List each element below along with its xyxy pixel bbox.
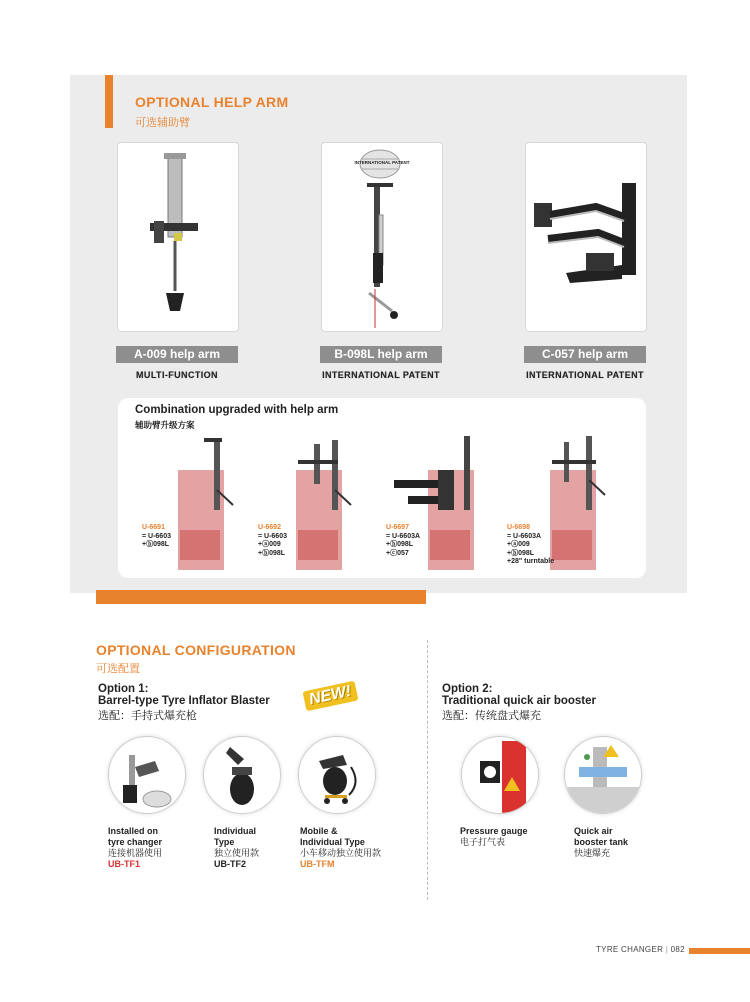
machine-u6698 xyxy=(550,436,605,570)
tfm-label: Mobile & Individual Type 小车移动独立使用款 UB-TFM xyxy=(300,826,382,869)
footer-text: TYRE CHANGER | 082 xyxy=(596,945,685,954)
machine-u6691 xyxy=(178,438,233,570)
footer-section: TYRE CHANGER xyxy=(596,945,664,954)
combination-title-cn: 辅助臂升级方案 xyxy=(135,420,195,430)
option2-name-cn: 选配：传统盘式爆充 xyxy=(442,710,541,722)
arm-card-b xyxy=(321,142,443,332)
model-u6692: U-6692 = U-6603 +ⓐ009 +ⓑ098L xyxy=(258,524,287,557)
arm-label-c: C-057 help arm xyxy=(524,346,646,363)
tfm-image xyxy=(298,736,376,814)
new-badge: NEW! xyxy=(302,681,358,712)
model-u6691: U-6691 = U-6603 +ⓑ098L xyxy=(142,524,171,548)
orange-divider-bar xyxy=(96,590,426,604)
quick-air-booster-label: Quick air booster tank 快速爆充 xyxy=(574,826,629,858)
tf2-label: Individual Type 独立使用款 UB-TF2 xyxy=(214,826,260,869)
option1-name-cn: 选配：手持式爆充枪 xyxy=(98,710,197,722)
option2-heading: Option 2: xyxy=(442,683,493,695)
option2-name: Traditional quick air booster xyxy=(442,695,597,707)
help-arm-title-cn: 可选辅助臂 xyxy=(135,117,190,129)
arm-card-c xyxy=(525,142,647,332)
pressure-gauge-image xyxy=(461,736,539,814)
pressure-gauge-label: Pressure gauge 电子打气表 xyxy=(460,826,528,847)
option1-heading-block xyxy=(98,683,270,723)
option2-heading-block xyxy=(442,683,596,723)
tf1-image xyxy=(108,736,186,814)
config-title: OPTIONAL CONFIGURATION xyxy=(96,642,296,658)
footer-page-number: 082 xyxy=(670,945,685,954)
machine-u6692 xyxy=(296,440,351,570)
arm-caption-b: INTERNATIONAL PATENT xyxy=(322,370,440,380)
quick-air-booster-image xyxy=(564,736,642,814)
arm-c-illustration xyxy=(526,143,646,331)
arm-b-illustration xyxy=(322,143,442,331)
arm-label-a: A-009 help arm xyxy=(116,346,238,363)
model-u6697: U-6697 = U-6603A +ⓑ098L +ⓒ057 xyxy=(386,524,421,557)
dashed-divider xyxy=(427,640,428,900)
footer-accent-bar xyxy=(689,948,750,954)
config-title-cn: 可选配置 xyxy=(96,663,140,675)
combination-machines xyxy=(118,430,646,578)
combination-title: Combination upgraded with help arm xyxy=(135,404,339,416)
patent-badge: INTERNATIONAL PATENT xyxy=(354,160,410,165)
tf2-image xyxy=(203,736,281,814)
arm-a-illustration xyxy=(118,143,238,331)
arm-caption-a: MULTI-FUNCTION xyxy=(136,370,218,380)
arm-caption-c: INTERNATIONAL PATENT xyxy=(526,370,644,380)
help-arm-title: OPTIONAL HELP ARM xyxy=(135,94,289,110)
option1-name: Barrel-type Tyre Inflator Blaster xyxy=(98,695,270,707)
option1-heading: Option 1: xyxy=(98,683,149,695)
arm-label-b: B-098L help arm xyxy=(320,346,442,363)
tf1-label: Installed on tyre changer 连接机器使用 UB-TF1 xyxy=(108,826,163,869)
model-u6698: U-6698 = U-6603A +ⓐ009 +ⓑ098L +28" turntable xyxy=(507,524,555,565)
arm-card-a xyxy=(117,142,239,332)
section-accent-bar xyxy=(105,75,113,128)
